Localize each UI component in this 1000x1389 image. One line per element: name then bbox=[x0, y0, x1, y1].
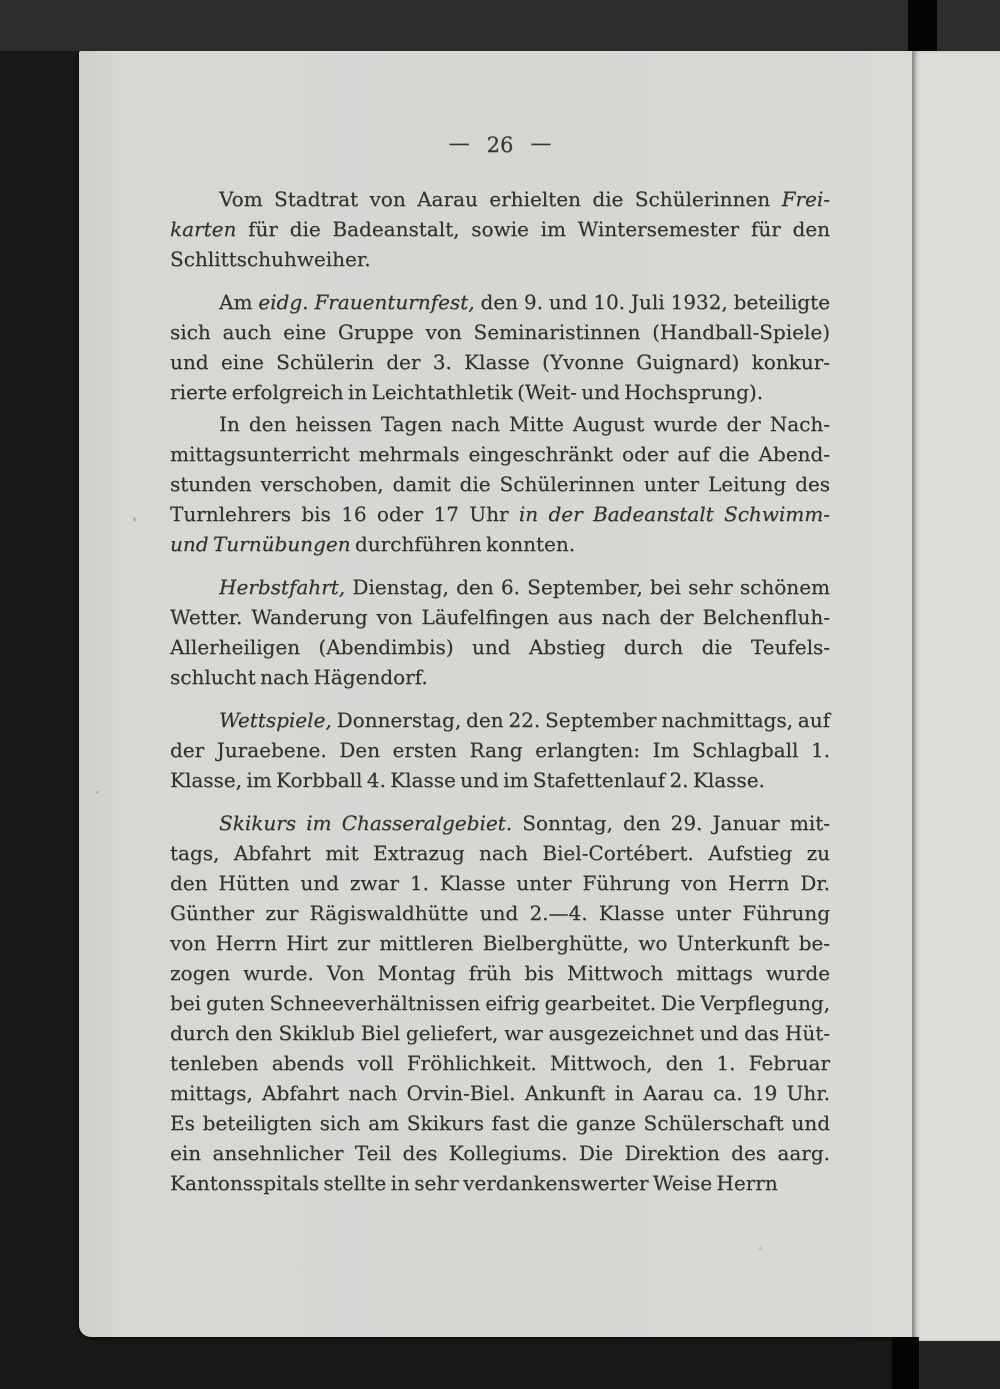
text-line bbox=[170, 958, 830, 988]
italic-text-segment: und Turnübungen bbox=[170, 532, 355, 556]
text-line bbox=[170, 988, 830, 1018]
text-segment: bei guten Schneeverhältnissen eifrig gearbeitet. Die Verpflegung, bbox=[170, 991, 830, 1015]
italic-text-segment: Wettspiele, bbox=[219, 708, 332, 732]
paper-speck bbox=[759, 1247, 762, 1250]
scanner-top-band bbox=[0, 0, 1000, 51]
italic-text-segment: karten bbox=[170, 217, 249, 241]
text-segment: Am bbox=[219, 290, 259, 314]
text-segment: tags, Abfahrt mit Extrazug nach Biel-Cortébert. Aufstieg zu bbox=[170, 841, 830, 865]
text-segment: Wetter. Wanderung von Läufelfingen aus nach der Belchenfluh- bbox=[170, 605, 830, 629]
italic-text-segment: Herbstfahrt, bbox=[219, 575, 346, 599]
text-line bbox=[170, 184, 830, 214]
text-segment: tenleben abends voll Fröhlichkeit. Mittwoch, den 1. Februar bbox=[170, 1051, 830, 1075]
text-line bbox=[170, 499, 830, 529]
text-line bbox=[170, 317, 830, 347]
text-line bbox=[170, 662, 830, 692]
paragraph-wettspiele bbox=[170, 705, 830, 795]
text-segment: durchführen konnten. bbox=[354, 532, 576, 556]
text-segment: Klasse, im Korbball 4. Klasse und im Stafettenlauf 2. Klasse. bbox=[170, 768, 765, 792]
text-segment: Donnerstag, den 22. September nachmittags, auf bbox=[331, 708, 830, 732]
adjacent-page-edge bbox=[913, 51, 1000, 1341]
text-line bbox=[170, 765, 830, 795]
paragraph-freikarten bbox=[170, 184, 830, 274]
text-line bbox=[170, 1078, 830, 1108]
text-segment: Schlittschuhweiher. bbox=[170, 247, 371, 271]
text-block bbox=[170, 130, 830, 1198]
page-number bbox=[170, 130, 830, 160]
text-segment: sich auch eine Gruppe von Seminaristinnen (Handball-Spiele) bbox=[170, 320, 830, 344]
text-segment: Dienstag, den 6. September, bei sehr schönem bbox=[345, 575, 830, 599]
text-segment: und eine Schülerin der 3. Klasse (Yvonne Guignard) konkur- bbox=[170, 350, 830, 374]
text-segment: stunden verschoben, damit die Schülerinnen unter Leitung des bbox=[170, 472, 830, 496]
book-page bbox=[79, 51, 1000, 1337]
text-line bbox=[170, 808, 830, 838]
text-line bbox=[170, 928, 830, 958]
paragraph-frauenturnfest bbox=[170, 287, 830, 407]
text-line bbox=[170, 409, 830, 439]
paper-speck bbox=[133, 517, 136, 522]
text-segment: In den heissen Tagen nach Mitte August wurde der Nach- bbox=[219, 412, 830, 436]
text-line bbox=[170, 705, 830, 735]
scanner-bottom-right-area bbox=[919, 1341, 1000, 1389]
text-line bbox=[170, 529, 830, 559]
text-segment: der Juraebene. Den ersten Rang erlangten: Im Schlagball 1. bbox=[170, 738, 830, 762]
italic-text-segment: in der Badeanstalt Schwimm- bbox=[518, 502, 830, 526]
text-line bbox=[170, 602, 830, 632]
text-segment: zogen wurde. Von Montag früh bis Mittwoch mittags wurde bbox=[170, 961, 830, 985]
text-line bbox=[170, 214, 830, 244]
text-segment: schlucht nach Hägendorf. bbox=[170, 665, 428, 689]
binding-strip-bottom bbox=[892, 1337, 919, 1389]
italic-text-segment: Skikurs im Chasseralgebiet. bbox=[219, 811, 513, 835]
text-line bbox=[170, 1108, 830, 1138]
text-line bbox=[170, 439, 830, 469]
text-line bbox=[170, 244, 830, 274]
text-line bbox=[170, 735, 830, 765]
text-line bbox=[170, 1138, 830, 1168]
text-segment: den 9. und 10. Juli 1932, beteiligte bbox=[474, 290, 830, 314]
page-number-value: 26 bbox=[486, 133, 514, 157]
text-line bbox=[170, 287, 830, 317]
text-segment: Sonntag, den 29. Januar mit- bbox=[512, 811, 830, 835]
text-segment: mittagsunterricht mehrmals eingeschränkt oder auf die Abend- bbox=[170, 442, 830, 466]
text-segment: Turnlehrers bis 16 oder 17 Uhr bbox=[170, 502, 519, 526]
page-number-dash-right: — bbox=[530, 131, 552, 155]
text-segment: Allerheiligen (Abendimbis) und Abstieg durch die Teufels- bbox=[170, 635, 830, 659]
text-line bbox=[170, 898, 830, 928]
paper-speck bbox=[96, 791, 99, 794]
text-segment: durch den Skiklub Biel geliefert, war ausgezeichnet und das Hüt- bbox=[170, 1021, 830, 1045]
text-segment: Günther zur Rägiswaldhütte und 2.—4. Klasse unter Führung bbox=[170, 901, 830, 925]
text-line bbox=[170, 1018, 830, 1048]
text-line bbox=[170, 469, 830, 499]
text-line bbox=[170, 868, 830, 898]
italic-text-segment: eidg. Frauenturnfest, bbox=[258, 290, 475, 314]
text-line bbox=[170, 572, 830, 602]
text-segment: von Herrn Hirt zur mittleren Bielberghütte, wo Unterkunft be- bbox=[170, 931, 830, 955]
text-segment: Es beteiligten sich am Skikurs fast die ganze Schülerschaft und bbox=[170, 1111, 830, 1135]
gutter-crease-line bbox=[912, 51, 913, 1341]
paragraph-badeanstalt bbox=[170, 409, 830, 559]
text-line bbox=[170, 1048, 830, 1078]
page-number-dash-left: — bbox=[448, 131, 470, 155]
text-segment: den Hütten und zwar 1. Klasse unter Führung von Herrn Dr. bbox=[170, 871, 830, 895]
text-line bbox=[170, 838, 830, 868]
text-segment: ein ansehnlicher Teil des Kollegiums. Die Direktion des aarg. bbox=[170, 1141, 830, 1165]
text-line bbox=[170, 632, 830, 662]
text-line bbox=[170, 377, 830, 407]
text-segment: für die Badeanstalt, sowie im Wintersemester für den bbox=[248, 217, 831, 241]
paragraph-skikurs bbox=[170, 808, 830, 1198]
italic-text-segment: Frei- bbox=[781, 187, 830, 211]
text-line bbox=[170, 347, 830, 377]
text-segment: Kantonsspitals stellte in sehr verdankenswerter Weise Herrn bbox=[170, 1171, 778, 1195]
text-segment: Vom Stadtrat von Aarau erhielten die Schülerinnen bbox=[219, 187, 782, 211]
text-segment: mittags, Abfahrt nach Orvin-Biel. Ankunft in Aarau ca. 19 Uhr. bbox=[170, 1081, 830, 1105]
binding-strip-top bbox=[908, 0, 937, 57]
text-segment: rierte erfolgreich in Leichtathletik (Weit- und Hochsprung). bbox=[170, 380, 764, 404]
paragraph-herbstfahrt bbox=[170, 572, 830, 692]
text-line bbox=[170, 1168, 830, 1198]
